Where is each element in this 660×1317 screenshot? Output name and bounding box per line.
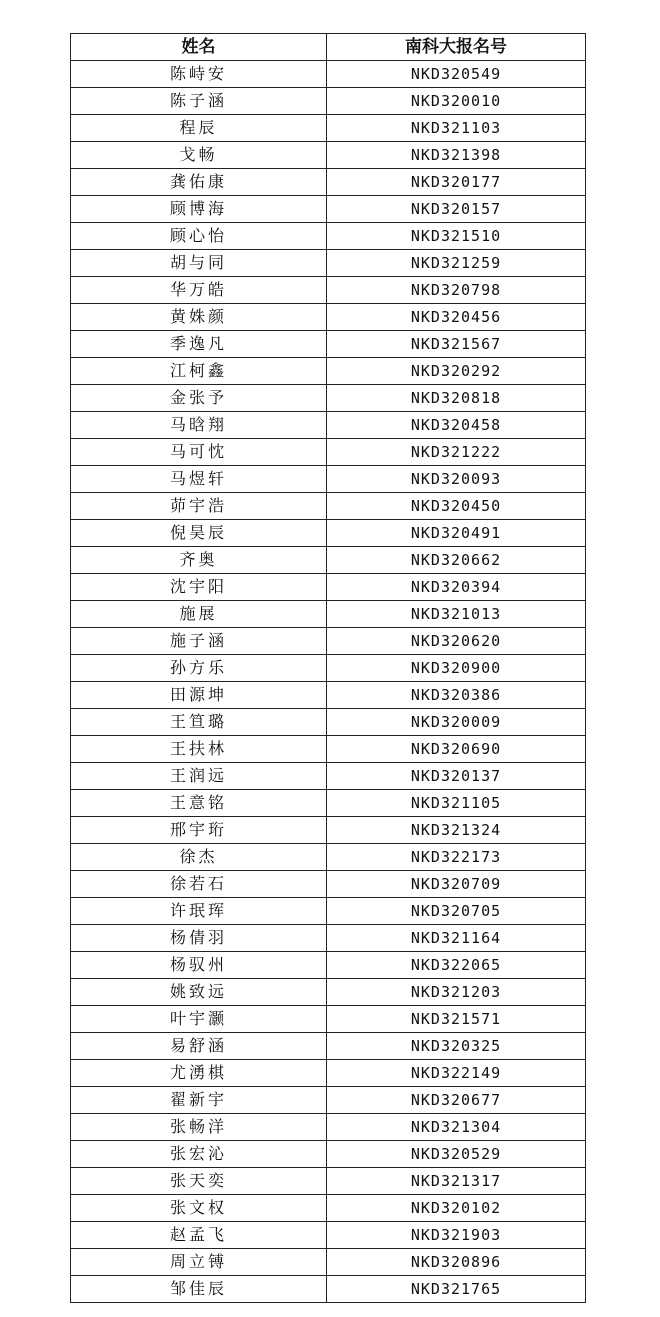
table-row xyxy=(71,628,586,655)
table-row xyxy=(71,223,586,250)
table-row xyxy=(71,1006,586,1033)
roster-table xyxy=(70,33,586,1303)
table-row xyxy=(71,844,586,871)
registration-id-cell: NKD320709 xyxy=(327,871,586,898)
student-name-cell: 季逸凡 xyxy=(71,331,327,358)
table-row xyxy=(71,1249,586,1276)
student-name-cell: 杨倩羽 xyxy=(71,925,327,952)
table-body xyxy=(71,61,586,1303)
table-row xyxy=(71,142,586,169)
table-row xyxy=(71,1195,586,1222)
student-name-cell: 邢宇珩 xyxy=(71,817,327,844)
student-name-cell: 华万皓 xyxy=(71,277,327,304)
table-row xyxy=(71,250,586,277)
student-name-cell: 马煜轩 xyxy=(71,466,327,493)
table-row xyxy=(71,493,586,520)
table-row xyxy=(71,1168,586,1195)
name-column-header: 姓名 xyxy=(71,34,327,61)
student-name-cell: 茆宇浩 xyxy=(71,493,327,520)
table-row xyxy=(71,439,586,466)
table-row xyxy=(71,655,586,682)
registration-id-cell: NKD320900 xyxy=(327,655,586,682)
table-row xyxy=(71,709,586,736)
table-row xyxy=(71,1276,586,1303)
registration-id-cell: NKD321222 xyxy=(327,439,586,466)
table-row xyxy=(71,304,586,331)
table-row xyxy=(71,61,586,88)
registration-id-cell: NKD321259 xyxy=(327,250,586,277)
registration-id-cell: NKD320690 xyxy=(327,736,586,763)
table-row xyxy=(71,601,586,628)
registration-id-cell: NKD320093 xyxy=(327,466,586,493)
registration-id-cell: NKD320529 xyxy=(327,1141,586,1168)
table-row xyxy=(71,790,586,817)
table-row xyxy=(71,358,586,385)
registration-id-cell: NKD320010 xyxy=(327,88,586,115)
student-name-cell: 马晗翔 xyxy=(71,412,327,439)
table-row xyxy=(71,979,586,1006)
table-row xyxy=(71,196,586,223)
student-name-cell: 倪昊辰 xyxy=(71,520,327,547)
registration-id-cell: NKD320818 xyxy=(327,385,586,412)
registration-id-cell: NKD320102 xyxy=(327,1195,586,1222)
header-row xyxy=(71,34,586,61)
student-name-cell: 赵孟飞 xyxy=(71,1222,327,1249)
table-row xyxy=(71,871,586,898)
registration-id-cell: NKD322149 xyxy=(327,1060,586,1087)
student-name-cell: 戈畅 xyxy=(71,142,327,169)
student-name-cell: 龚佑康 xyxy=(71,169,327,196)
student-name-cell: 徐杰 xyxy=(71,844,327,871)
registration-id-cell: NKD321203 xyxy=(327,979,586,1006)
student-name-cell: 张畅洋 xyxy=(71,1114,327,1141)
student-name-cell: 施展 xyxy=(71,601,327,628)
table-row xyxy=(71,736,586,763)
table-row xyxy=(71,763,586,790)
registration-id-cell: NKD321510 xyxy=(327,223,586,250)
table-row xyxy=(71,277,586,304)
student-name-cell: 江柯鑫 xyxy=(71,358,327,385)
table-row xyxy=(71,1141,586,1168)
registration-id-cell: NKD321317 xyxy=(327,1168,586,1195)
student-name-cell: 周立镈 xyxy=(71,1249,327,1276)
table-row xyxy=(71,115,586,142)
registration-id-cell: NKD321571 xyxy=(327,1006,586,1033)
registration-id-cell: NKD321013 xyxy=(327,601,586,628)
registration-id-cell: NKD320009 xyxy=(327,709,586,736)
student-name-cell: 陈峙安 xyxy=(71,61,327,88)
registration-id-cell: NKD320798 xyxy=(327,277,586,304)
table-row xyxy=(71,466,586,493)
student-name-cell: 马可忱 xyxy=(71,439,327,466)
table-row xyxy=(71,925,586,952)
registration-id-cell: NKD320620 xyxy=(327,628,586,655)
registration-id-cell: NKD321164 xyxy=(327,925,586,952)
student-name-cell: 田源坤 xyxy=(71,682,327,709)
student-name-cell: 陈子涵 xyxy=(71,88,327,115)
table-row xyxy=(71,952,586,979)
table-row xyxy=(71,574,586,601)
registration-id-cell: NKD320325 xyxy=(327,1033,586,1060)
student-name-cell: 叶宇灏 xyxy=(71,1006,327,1033)
registration-id-cell: NKD321567 xyxy=(327,331,586,358)
registration-id-cell: NKD320137 xyxy=(327,763,586,790)
table-row xyxy=(71,1222,586,1249)
student-name-cell: 齐奥 xyxy=(71,547,327,574)
table-row xyxy=(71,331,586,358)
student-name-cell: 王扶林 xyxy=(71,736,327,763)
student-name-cell: 胡与同 xyxy=(71,250,327,277)
registration-id-cell: NKD320394 xyxy=(327,574,586,601)
registration-id-cell: NKD321103 xyxy=(327,115,586,142)
student-name-cell: 易舒涵 xyxy=(71,1033,327,1060)
registration-id-cell: NKD320705 xyxy=(327,898,586,925)
student-name-cell: 杨驭州 xyxy=(71,952,327,979)
table-row xyxy=(71,1087,586,1114)
registration-id-cell: NKD322065 xyxy=(327,952,586,979)
registration-id-cell: NKD320896 xyxy=(327,1249,586,1276)
registration-id-cell: NKD321765 xyxy=(327,1276,586,1303)
registration-id-cell: NKD321903 xyxy=(327,1222,586,1249)
registration-id-cell: NKD320450 xyxy=(327,493,586,520)
registration-id-cell: NKD320662 xyxy=(327,547,586,574)
table-row xyxy=(71,169,586,196)
student-name-cell: 张宏沁 xyxy=(71,1141,327,1168)
student-name-cell: 张文权 xyxy=(71,1195,327,1222)
registration-id-cell: NKD321398 xyxy=(327,142,586,169)
table-row xyxy=(71,682,586,709)
registration-id-cell: NKD320458 xyxy=(327,412,586,439)
registration-id-cell: NKD320177 xyxy=(327,169,586,196)
table-row xyxy=(71,898,586,925)
registration-id-cell: NKD321304 xyxy=(327,1114,586,1141)
student-name-cell: 翟新宇 xyxy=(71,1087,327,1114)
registration-id-cell: NKD320456 xyxy=(327,304,586,331)
registration-id-cell: NKD320491 xyxy=(327,520,586,547)
registration-id-cell: NKD322173 xyxy=(327,844,586,871)
table-row xyxy=(71,520,586,547)
registration-id-cell: NKD320677 xyxy=(327,1087,586,1114)
table-row xyxy=(71,412,586,439)
student-name-cell: 邹佳辰 xyxy=(71,1276,327,1303)
student-name-cell: 王意铭 xyxy=(71,790,327,817)
student-name-cell: 黄姝颜 xyxy=(71,304,327,331)
table-row xyxy=(71,88,586,115)
student-name-cell: 沈宇阳 xyxy=(71,574,327,601)
registration-id-cell: NKD321324 xyxy=(327,817,586,844)
table-row xyxy=(71,385,586,412)
table-row xyxy=(71,547,586,574)
student-name-cell: 许珉珲 xyxy=(71,898,327,925)
registration-id-cell: NKD320386 xyxy=(327,682,586,709)
registration-id-cell: NKD321105 xyxy=(327,790,586,817)
student-name-cell: 程辰 xyxy=(71,115,327,142)
student-name-cell: 姚致远 xyxy=(71,979,327,1006)
roster-sheet xyxy=(70,33,585,1303)
student-name-cell: 施子涵 xyxy=(71,628,327,655)
registration-id-column-header: 南科大报名号 xyxy=(327,34,586,61)
registration-id-cell: NKD320157 xyxy=(327,196,586,223)
student-name-cell: 王润远 xyxy=(71,763,327,790)
student-name-cell: 孙方乐 xyxy=(71,655,327,682)
table-row xyxy=(71,1060,586,1087)
student-name-cell: 顾博海 xyxy=(71,196,327,223)
registration-id-cell: NKD320549 xyxy=(327,61,586,88)
table-header xyxy=(71,34,586,61)
table-row xyxy=(71,817,586,844)
registration-id-cell: NKD320292 xyxy=(327,358,586,385)
table-row xyxy=(71,1033,586,1060)
student-name-cell: 尤湧棋 xyxy=(71,1060,327,1087)
student-name-cell: 金张予 xyxy=(71,385,327,412)
table-row xyxy=(71,1114,586,1141)
student-name-cell: 张天奕 xyxy=(71,1168,327,1195)
student-name-cell: 王笪璐 xyxy=(71,709,327,736)
student-name-cell: 顾心怡 xyxy=(71,223,327,250)
student-name-cell: 徐若石 xyxy=(71,871,327,898)
